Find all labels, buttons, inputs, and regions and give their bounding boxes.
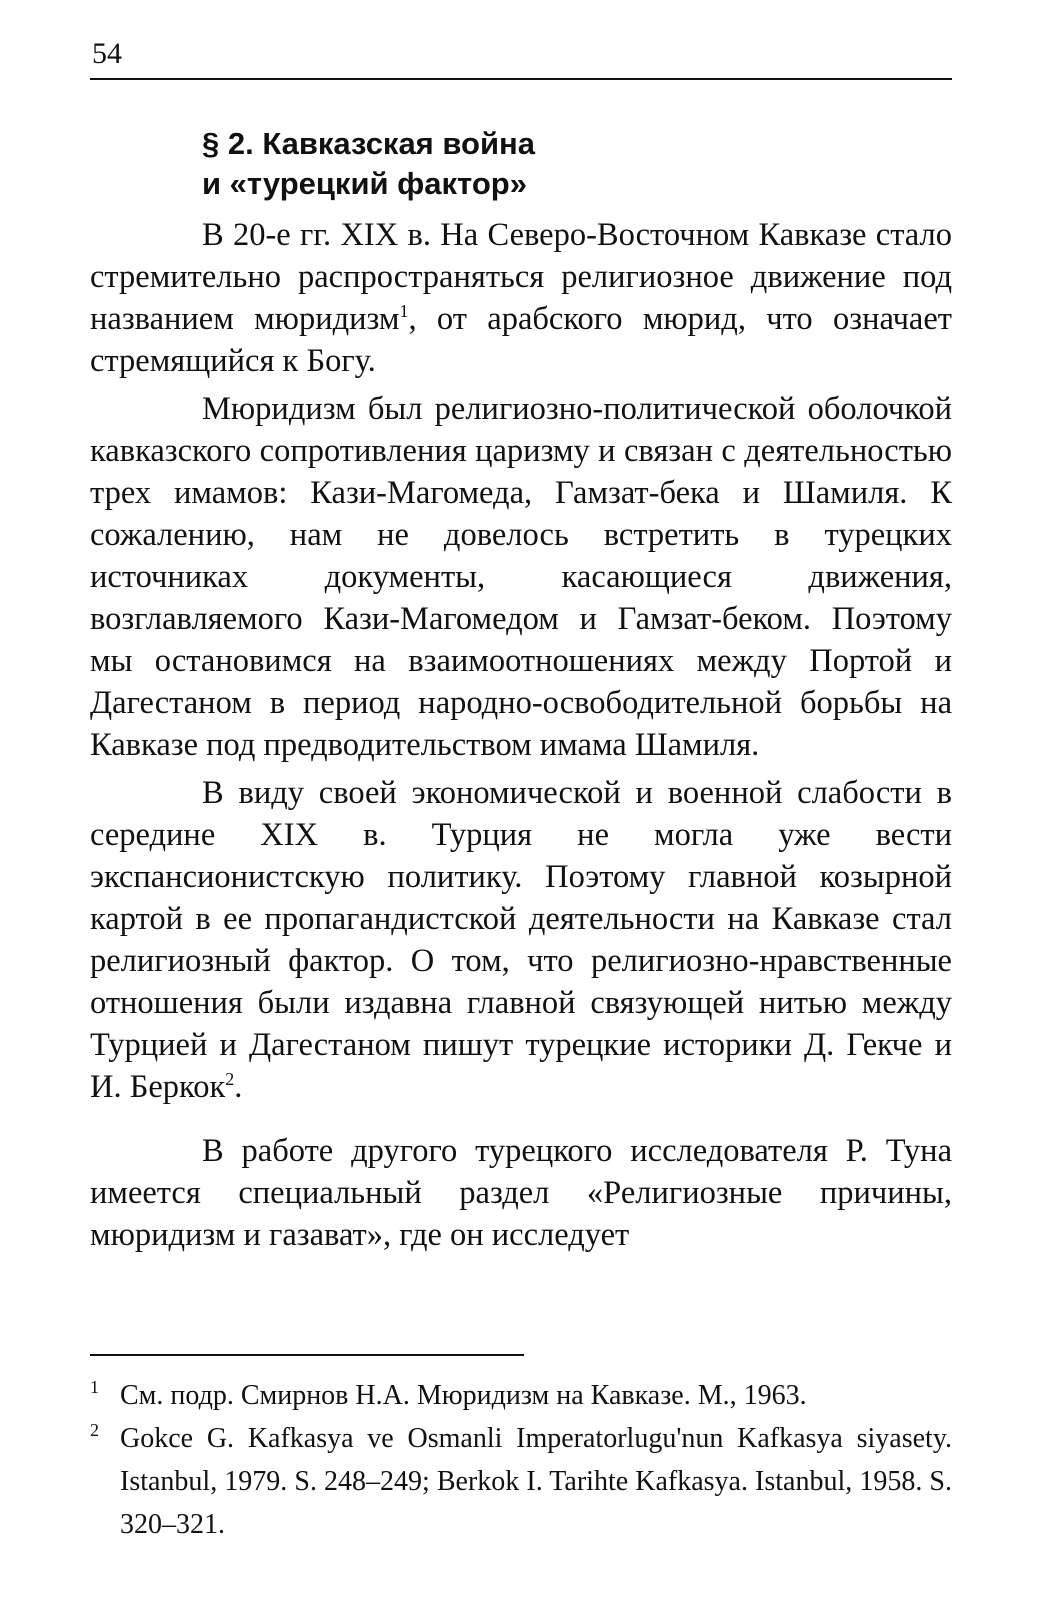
- paragraph-4: В работе другого турецкого исследователя Р. Туна имеется специальный раздел «Религиозные причины, мюридизм и газават», где он исследует: [90, 1133, 952, 1253]
- footnote-mark-1: 1: [90, 1377, 99, 1397]
- body-text: [90, 214, 952, 1256]
- footnote-text-2: Gokce G. Kafkasya ve Osmanli Imperatorlugu'nun Kafkasya siyasety. Istanbul, 1979. S. 248–249; Berkok I. Tarihte Kafkasya. Istanbul, 1958. S. 320–321.: [120, 1423, 952, 1540]
- footnote-2: [90, 1417, 952, 1546]
- footnote-ref-2: 2: [225, 1069, 235, 1090]
- section-heading: [202, 124, 942, 204]
- footnote-mark-2: 2: [90, 1420, 99, 1440]
- footnote-text-1: См. подр. Смирнов Н.А. Мюридизм на Кавказе. М., 1963.: [120, 1380, 807, 1411]
- footnote-1: [90, 1374, 952, 1417]
- paragraph-3-text: В виду своей экономической и военной слабости в середине XIX в. Турция не могла уже вести экспансионистскую политику. Поэтому главной козырной картой в ее пропагандистской деятельности на Кавказе стал религиозный фактор. О том, что религиозно-нравственные отношения были издавна главной связующей нитью между Турцией и Дагестаном пишут турецкие историки Д. Гекче и И. Беркок: [90, 775, 952, 1105]
- section-heading-line-2: и «турецкий фактор»: [202, 166, 527, 201]
- paragraph-3: [90, 772, 952, 1108]
- paragraph-3-tail: .: [234, 1069, 243, 1105]
- footnotes: [90, 1374, 952, 1546]
- section-heading-line-1: § 2. Кавказская война: [202, 126, 535, 161]
- page-number: 54: [92, 37, 122, 70]
- paragraph-1: [90, 214, 952, 382]
- paragraph-1-tail: , от арабского мюрид, что означает стремящийся к Богу.: [90, 301, 952, 379]
- footnote-ref-1: 1: [399, 301, 409, 322]
- header-rule: [90, 78, 952, 80]
- footnote-rule: [90, 1354, 524, 1356]
- paragraph-2: Мюридизм был религиозно-политической оболочкой кавказского сопротивления царизму и связан с деятельностью трех имамов: Кази-Магомеда, Гамзат-бека и Шамиля. К сожалению, нам не довелось встретить в турецких источниках документы, касающиеся движения, возглавляемого Кази-Магомедом и Гамзат-беком. Поэтому мы остановимся на взаимоотношениях между Портой и Дагестаном в период народно-освободительной борьбы на Кавказе под предводительством имама Шамиля.: [90, 391, 952, 763]
- paragraph-1-text: В 20-е гг. XIX в. На Северо-Восточном Кавказе стало стремительно распространяться религиозное движение под названием мюридизм: [90, 217, 952, 337]
